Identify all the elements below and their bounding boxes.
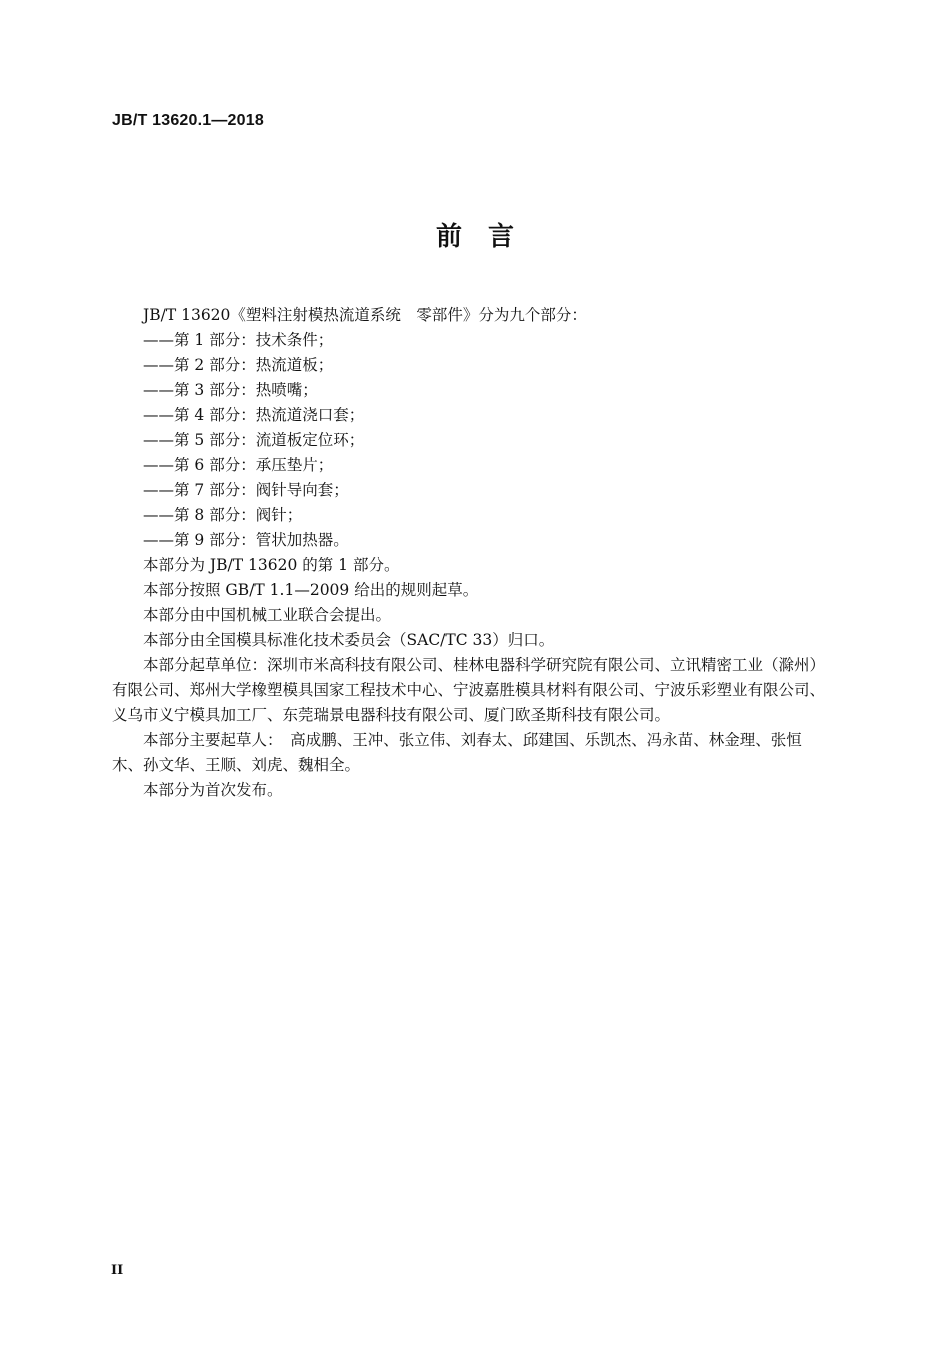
list-item: ——第 8 部分：阀针； (143, 506, 303, 524)
list-item: ——第 5 部分：流道板定位环； (143, 431, 365, 449)
list-item: ——第 2 部分：热流道板； (143, 356, 334, 374)
list-item: ——第 1 部分：技术条件； (143, 331, 334, 349)
drafters-line: 本部分主要起草人： 高成鹏、王冲、张立伟、刘春太、邱建国、乐凯杰、冯永苗、林金理、张恒 (143, 731, 802, 749)
page-title: 前 言 (435, 222, 514, 252)
proposed-by-statement: 本部分由中国机械工业联合会提出。 (143, 606, 392, 624)
list-item: ——第 9 部分：管状加热器。 (143, 531, 349, 549)
part-of-statement: 本部分为 JB/T 13620 的第 1 部分。 (143, 556, 400, 574)
drafters-line: 木、孙文华、王顺、刘虎、魏相全。 (112, 756, 361, 774)
drafting-units-line: 本部分起草单位：深圳市米高科技有限公司、桂林电器科学研究院有限公司、立讯精密工业（滁州） (143, 656, 826, 674)
drafting-units-line: 有限公司、郑州大学橡塑模具国家工程技术中心、宁波嘉胜模具材料有限公司、宁波乐彩塑业有限公司、 (112, 681, 826, 699)
drafters-paragraph (112, 728, 858, 778)
list-item: ——第 6 部分：承压垫片； (143, 456, 334, 474)
centralized-by-statement: 本部分由全国模具标准化技术委员会（SAC/TC 33）归口。 (143, 631, 555, 649)
foreword-body (112, 303, 858, 803)
standard-number: JB/T 13620.1—2018 (112, 112, 264, 129)
parts-list (112, 328, 858, 553)
intro-paragraph: JB/T 13620《塑料注射模热流道系统 零部件》分为九个部分： (143, 306, 587, 324)
list-item: ——第 4 部分：热流道浇口套； (143, 406, 365, 424)
drafting-rules-statement: 本部分按照 GB/T 1.1—2009 给出的规则起草。 (143, 581, 479, 599)
list-item: ——第 7 部分：阀针导向套； (143, 481, 349, 499)
first-release-statement: 本部分为首次发布。 (143, 781, 283, 799)
list-item: ——第 3 部分：热喷嘴； (143, 381, 318, 399)
drafting-units-paragraph (112, 653, 858, 728)
drafting-units-line: 义乌市义宁模具加工厂、东莞瑞景电器科技有限公司、厦门欧圣斯科技有限公司。 (112, 706, 671, 724)
page-number: II (111, 1263, 124, 1278)
